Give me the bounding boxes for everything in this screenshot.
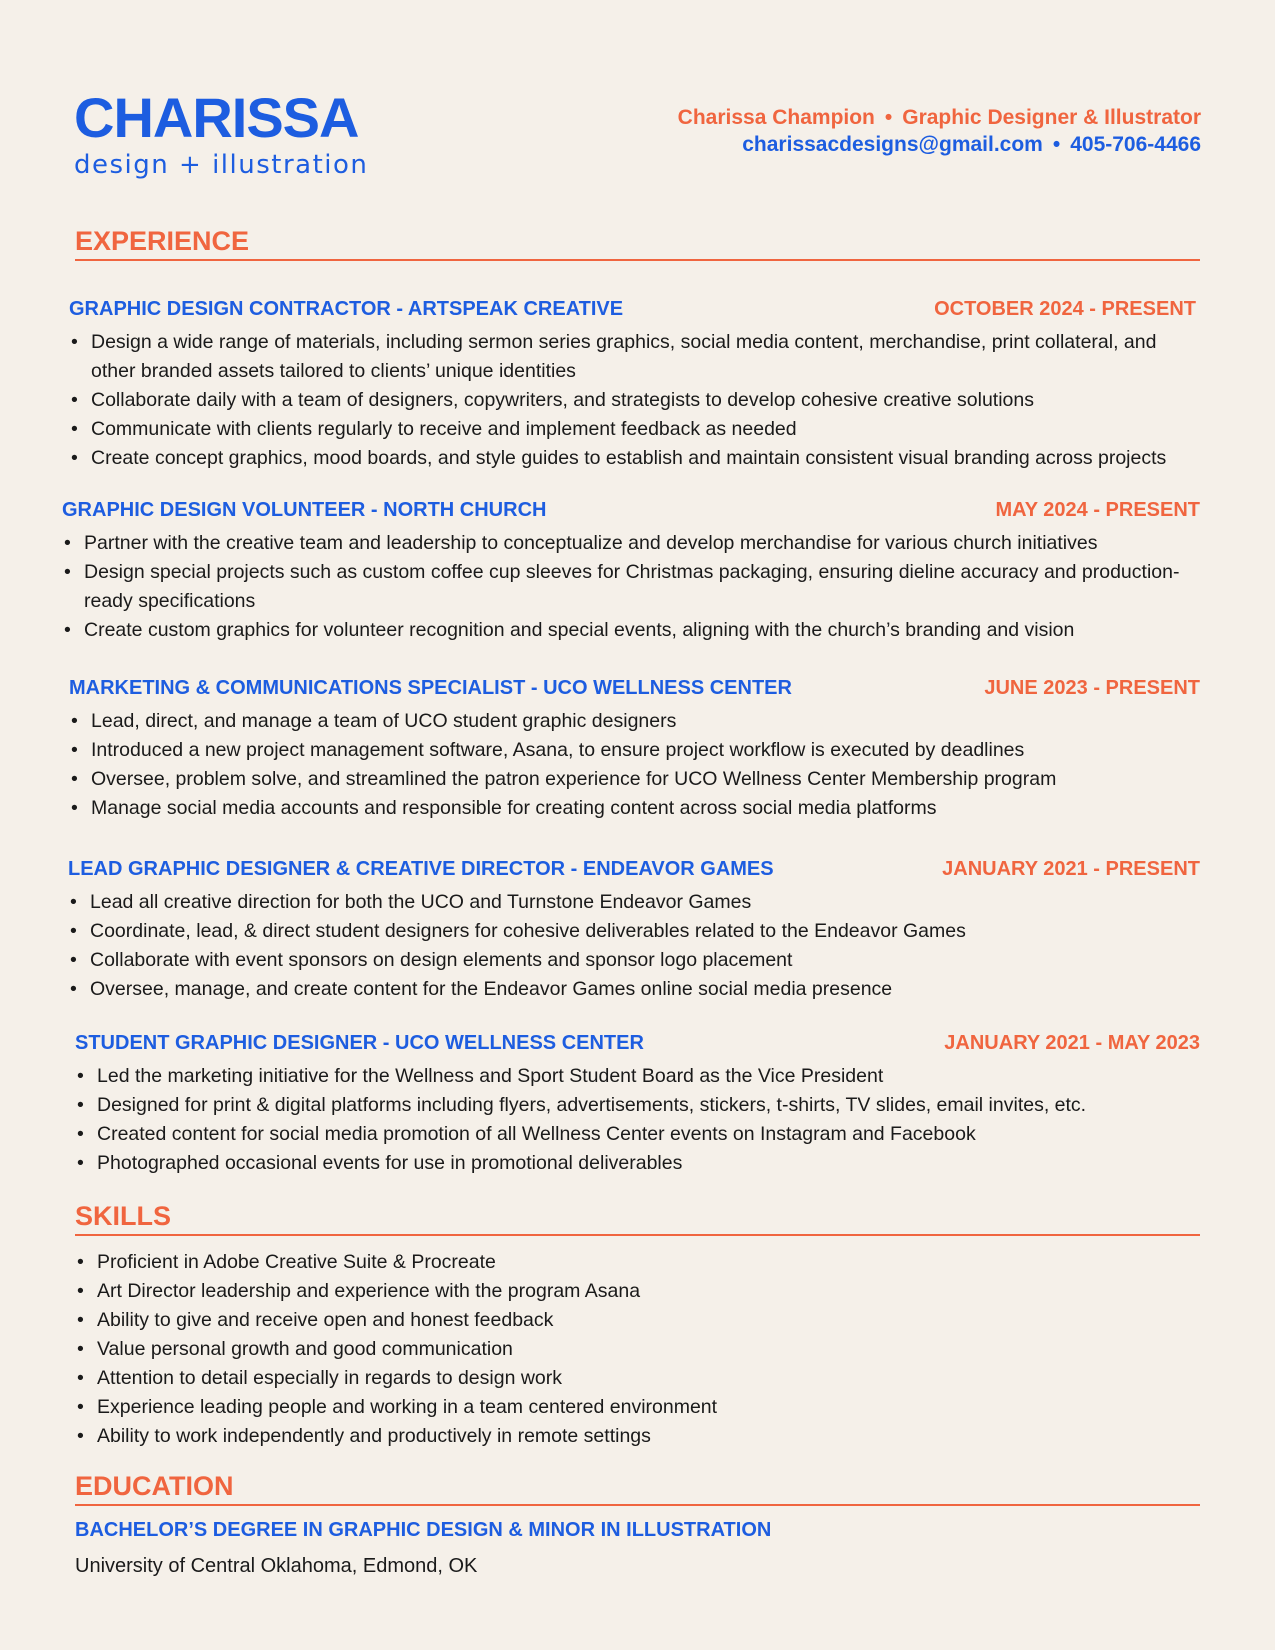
job-header: [75, 1030, 1200, 1056]
skills-list: [75, 1242, 1200, 1451]
contact-role: Graphic Designer & Illustrator: [902, 106, 1201, 129]
list-item: • Oversee, problem solve, and streamlined the patron experience for UCO Wellness Center Membership program: [69, 765, 1200, 794]
job-bullets: [69, 328, 1196, 473]
job-entry: [68, 856, 1200, 1004]
list-item: • Photographed occasional events for use in promotional deliverables: [75, 1149, 1200, 1178]
list-item: • Collaborate with event sponsors on design elements and sponsor logo placement: [68, 946, 1200, 975]
list-item: • Ability to work independently and productively in remote settings: [75, 1422, 1200, 1451]
job-header: [69, 675, 1200, 701]
education-heading: EDUCATION: [75, 1470, 1200, 1506]
list-item: • Led the marketing initiative for the Wellness and Sport Student Board as the Vice President: [75, 1062, 1200, 1091]
list-item: • Ability to give and receive open and honest feedback: [75, 1306, 1200, 1335]
list-item: • Art Director leadership and experience with the program Asana: [75, 1277, 1200, 1306]
job-date: JANUARY 2021 - PRESENT: [942, 858, 1200, 880]
job-date: MAY 2024 - PRESENT: [995, 499, 1200, 521]
skills-heading: SKILLS: [75, 1200, 1200, 1236]
job-title: MARKETING & COMMUNICATIONS SPECIALIST - UCO WELLNESS CENTER: [69, 677, 792, 699]
list-item: • Created content for social media promotion of all Wellness Center events on Instagram and Facebook: [75, 1120, 1200, 1149]
job-title: STUDENT GRAPHIC DESIGNER - UCO WELLNESS CENTER: [75, 1032, 644, 1054]
list-item: • Create custom graphics for volunteer recognition and special events, aligning with the church’s branding and vision: [62, 616, 1200, 645]
job-bullets: [69, 707, 1200, 823]
list-item: • Proficient in Adobe Creative Suite & Procreate: [75, 1248, 1200, 1277]
job-entry: [69, 675, 1200, 823]
job-title: GRAPHIC DESIGN VOLUNTEER - NORTH CHURCH: [62, 499, 547, 521]
job-date: OCTOBER 2024 - PRESENT: [934, 298, 1196, 320]
brand-logo: [74, 88, 368, 180]
job-title: GRAPHIC DESIGN CONTRACTOR - ARTSPEAK CREATIVE: [69, 298, 624, 320]
list-item: • Lead, direct, and manage a team of UCO student graphic designers: [69, 707, 1200, 736]
contact-name: Charissa Champion: [677, 106, 875, 129]
list-item: • Lead all creative direction for both the UCO and Turnstone Endeavor Games: [68, 888, 1200, 917]
list-item: • Experience leading people and working in a team centered environment: [75, 1393, 1200, 1422]
brand-tagline: design + illustration: [74, 150, 369, 180]
contact-line-name: [678, 104, 1201, 131]
separator-dot: •: [1052, 133, 1061, 156]
job-date: JUNE 2023 - PRESENT: [984, 677, 1200, 699]
job-entry: [69, 296, 1196, 473]
list-item: • Coordinate, lead, & direct student designers for cohesive deliverables related to the Endeavor Games: [68, 917, 1200, 946]
list-item: • Introduced a new project management software, Asana, to ensure project workflow is executed by deadlines: [69, 736, 1200, 765]
contact-line-details: [678, 131, 1201, 158]
list-item: • Attention to detail especially in regards to design work: [75, 1364, 1200, 1393]
education-school: University of Central Oklahoma, Edmond, OK: [75, 1555, 478, 1577]
job-date: JANUARY 2021 - MAY 2023: [944, 1032, 1200, 1054]
job-bullets: [68, 888, 1200, 1004]
contact-email-link[interactable]: charissacdesigns@gmail.com: [742, 133, 1043, 156]
job-header: [68, 856, 1200, 882]
list-item: • Design a wide range of materials, including sermon series graphics, social media content, merchandise, print collateral, and other branded assets tailored to clients’ unique identities: [69, 328, 1196, 386]
education-degree: BACHELOR’S DEGREE IN GRAPHIC DESIGN & MINOR IN ILLUSTRATION: [75, 1519, 772, 1541]
list-item: • Partner with the creative team and leadership to conceptualize and develop merchandise for various church initiatives: [62, 529, 1200, 558]
job-bullets: [62, 529, 1200, 645]
list-item: • Design special projects such as custom coffee cup sleeves for Christmas packaging, ensuring dieline accuracy and production-ready specifications: [62, 558, 1200, 616]
job-entry: [62, 497, 1200, 645]
brand-name: CHARISSA: [74, 86, 359, 149]
job-header: [69, 296, 1196, 322]
list-item: • Communicate with clients regularly to receive and implement feedback as needed: [69, 415, 1196, 444]
job-title: LEAD GRAPHIC DESIGNER & CREATIVE DIRECTOR - ENDEAVOR GAMES: [68, 858, 774, 880]
experience-heading: EXPERIENCE: [75, 225, 1200, 261]
list-item: • Collaborate daily with a team of designers, copywriters, and strategists to develop cohesive creative solutions: [69, 386, 1196, 415]
contact-phone[interactable]: 405-706-4466: [1070, 133, 1201, 156]
list-item: • Oversee, manage, and create content for the Endeavor Games online social media presence: [68, 975, 1200, 1004]
job-entry: [75, 1030, 1200, 1178]
list-item: • Value personal growth and good communication: [75, 1335, 1200, 1364]
list-item: • Designed for print & digital platforms including flyers, advertisements, stickers, t-shirts, TV slides, email invites, etc.: [75, 1091, 1200, 1120]
job-bullets: [75, 1062, 1200, 1178]
job-header: [62, 497, 1200, 523]
list-item: • Create concept graphics, mood boards, and style guides to establish and maintain consistent visual branding across projects: [69, 444, 1196, 473]
contact-block: [678, 104, 1201, 158]
list-item: • Manage social media accounts and responsible for creating content across social media platforms: [69, 794, 1200, 823]
skills-bullets: [75, 1248, 1200, 1451]
separator-dot: •: [884, 106, 893, 129]
